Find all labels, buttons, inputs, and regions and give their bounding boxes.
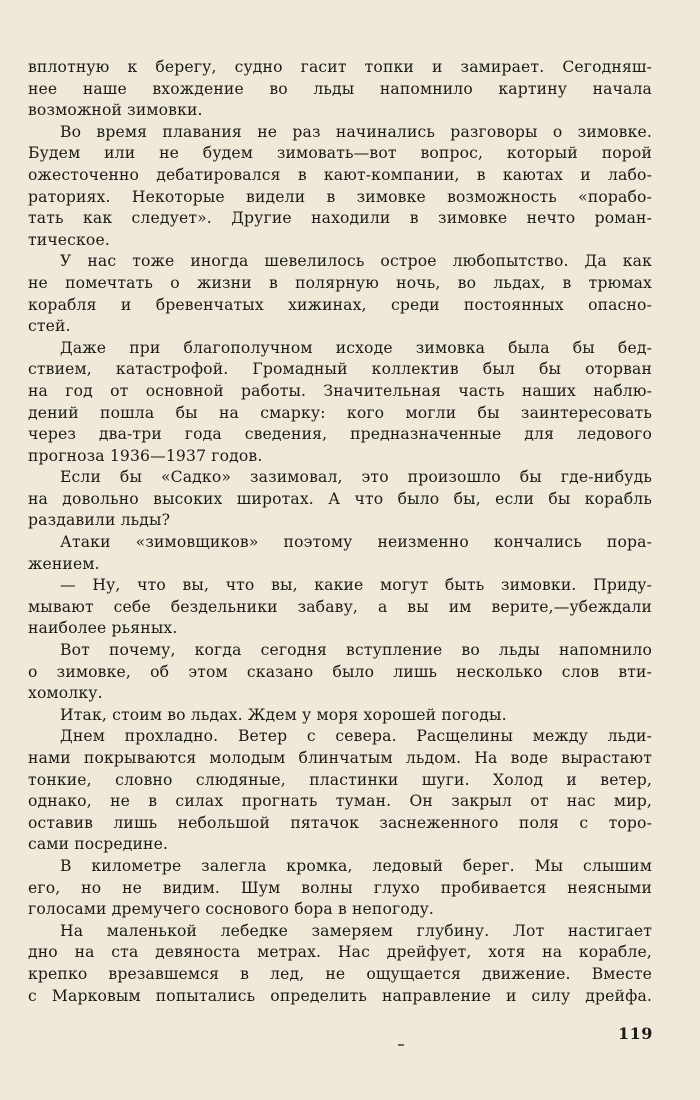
- paragraph-6: [28, 532, 652, 575]
- paragraph-2: [28, 122, 652, 252]
- paragraph-3: [28, 251, 652, 337]
- text-line: с Марковым попытались определить направление и силу дрейфа.: [28, 986, 652, 1005]
- text-line: Будем или не будем зимовать—вот вопрос, который порой: [28, 144, 652, 163]
- text-line: наиболее рьяных.: [28, 619, 178, 638]
- page-number: 119: [618, 1024, 653, 1043]
- text-line: Даже при благополучном исходе зимовка была бы бед-: [60, 338, 652, 357]
- text-line: его, но не видим. Шум волны глухо пробивается неясными: [28, 878, 652, 897]
- paragraph-5: [28, 467, 652, 532]
- text-line: Если бы «Садко» зазимовал, это произошло бы где-нибудь: [60, 468, 652, 487]
- text-line: ствием, катастрофой. Громадный коллектив был бы оторван: [28, 360, 652, 379]
- text-line: корабля и бревенчатых хижинах, среди постоянных опасно-: [28, 295, 652, 314]
- body-text: [28, 57, 652, 1007]
- paragraph-9: [28, 705, 652, 727]
- text-line: на довольно высоких широтах. А что было бы, если бы корабль: [28, 489, 652, 508]
- text-line: не помечтать о жизни в полярную ночь, во льдах, в трюмах: [28, 273, 652, 292]
- text-line: нее наше вхождение во льды напомнило картину начала: [28, 79, 652, 98]
- text-line: стей.: [28, 317, 71, 336]
- text-line: прогноза 1936—1937 годов.: [28, 446, 263, 465]
- text-line: Днем прохладно. Ветер с севера. Расщелины между льди-: [60, 727, 652, 746]
- text-line: однако, не в силах прогнать туман. Он закрыл от нас мир,: [28, 792, 652, 811]
- paragraph-10: [28, 726, 652, 856]
- paragraph-8: [28, 640, 652, 705]
- paragraph-12: [28, 921, 652, 1007]
- print-mark: [398, 1044, 404, 1046]
- text-line: У нас тоже иногда шевелилось острое любопытство. Да как: [60, 252, 652, 271]
- text-line: дений пошла бы на смарку: кого могли бы заинтересовать: [28, 403, 652, 422]
- text-line: через два-три года сведения, предназначенные для ледового: [28, 425, 652, 444]
- text-line: Итак, стоим во льдах. Ждем у моря хорошей погоды.: [60, 705, 507, 724]
- text-line: тать как следует». Другие находили в зимовке нечто роман-: [28, 209, 652, 228]
- text-line: тическое.: [28, 230, 110, 249]
- text-line: Вот почему, когда сегодня вступление во льды напомнило: [60, 641, 652, 660]
- text-line: ожесточенно дебатировался в кают-компании, в каютах и лабо-: [28, 165, 652, 184]
- paragraph-1: [28, 57, 652, 122]
- text-line: голосами дремучего соснового бора в непогоду.: [28, 900, 435, 919]
- text-line: крепко врезавшемся в лед, не ощущается движение. Вместе: [28, 964, 652, 983]
- text-line: раториях. Некоторые видели в зимовке возможность «порабо-: [28, 187, 652, 206]
- text-line: оставив лишь небольшой пятачок заснеженного поля с торо-: [28, 813, 652, 832]
- paragraph-4: [28, 338, 652, 468]
- text-line: дно на ста девяноста метрах. Нас дрейфует, хотя на корабле,: [28, 943, 652, 962]
- text-line: тонкие, словно слюдяные, пластинки шуги. Холод и ветер,: [28, 770, 652, 789]
- paragraph-11: [28, 856, 652, 921]
- paragraph-7: [28, 575, 652, 640]
- text-line: В километре залегла кромка, ледовый берег. Мы слышим: [60, 856, 652, 875]
- text-line: раздавили льды?: [28, 511, 171, 530]
- text-line: на год от основной работы. Значительная часть наших наблю-: [28, 381, 652, 400]
- text-line: мывают себе бездельники забаву, а вы им верите,—убеждали: [28, 597, 652, 616]
- text-line: жением.: [28, 554, 100, 573]
- text-line: хомолку.: [28, 684, 103, 703]
- text-line: Во время плавания не раз начинались разговоры о зимовке.: [60, 122, 652, 141]
- text-line: Атаки «зимовщиков» поэтому неизменно кончались пора-: [60, 533, 652, 552]
- text-line: На маленькой лебедке замеряем глубину. Лот настигает: [60, 921, 652, 940]
- text-line: возможной зимовки.: [28, 101, 203, 120]
- text-line: сами посредине.: [28, 835, 169, 854]
- text-line: вплотную к берегу, судно гасит топки и замирает. Сегодняш-: [28, 58, 652, 76]
- text-line: — Ну, что вы, что вы, какие могут быть зимовки. Приду-: [60, 576, 652, 595]
- text-line: о зимовке, об этом сказано было лишь несколько слов вти-: [28, 662, 652, 681]
- text-line: нами покрываются молодым блинчатым льдом. На воде вырастают: [28, 749, 652, 767]
